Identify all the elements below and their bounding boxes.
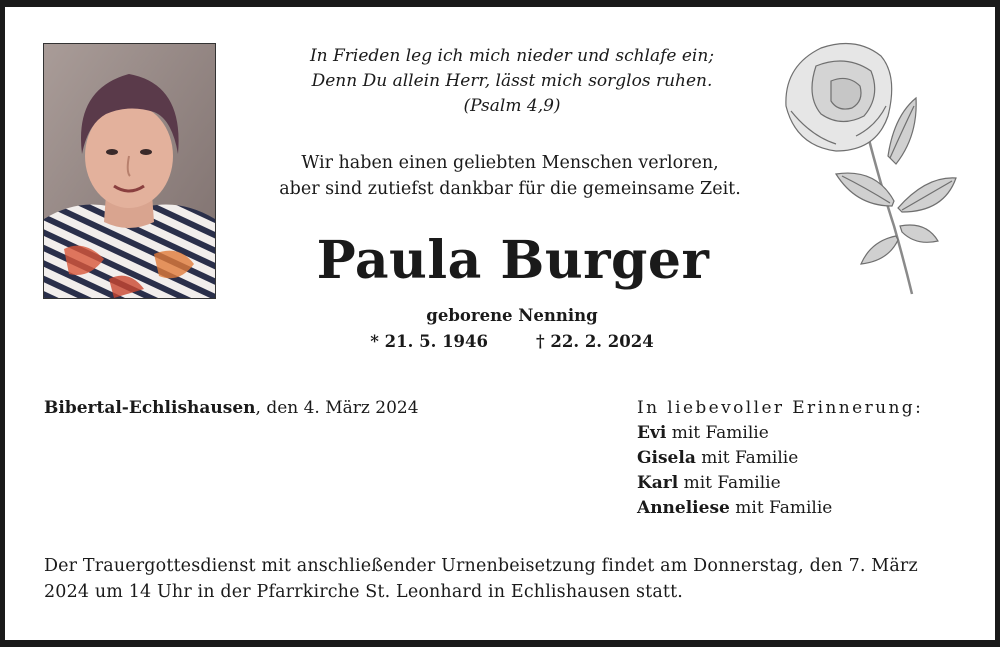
- family-member-name: Anneliese: [637, 498, 730, 518]
- family-member-name: Gisela: [637, 448, 696, 468]
- psalm-verse: [262, 44, 762, 119]
- intro-text: [220, 150, 800, 202]
- intro-line-1: Wir haben einen geliebten Menschen verloren,: [301, 153, 719, 173]
- place-town: Bibertal-Echlishausen: [44, 398, 256, 418]
- family-member: [637, 446, 923, 471]
- family-member-name: Karl: [637, 473, 679, 493]
- birth-name: geborene Nenning: [426, 306, 598, 325]
- rose-icon: [776, 36, 960, 298]
- family-member-suffix: mit Familie: [678, 473, 781, 493]
- life-dates: [262, 331, 762, 353]
- service-info: Der Trauergottesdienst mit anschließender Urnenbeisetzung findet am Donnerstag, den 7. März 2024 um 14 Uhr in der Pfarrkirche St. Leonhard in Echlishausen statt.: [44, 556, 918, 602]
- family-member-name: Evi: [637, 423, 667, 443]
- family-member-suffix: mit Familie: [666, 423, 769, 443]
- family-member-suffix: mit Familie: [729, 498, 833, 518]
- birth-date: * 21. 5. 1946: [370, 332, 488, 351]
- family-member: [637, 471, 923, 496]
- place-date-text: , den 4. März 2024: [255, 398, 419, 418]
- portrait-photo: [43, 43, 216, 299]
- portrait-photo-graphic: [44, 44, 215, 298]
- family-list: [637, 396, 923, 521]
- verse-line-2: Denn Du allein Herr, lässt mich sorglos ruhen.: [311, 71, 713, 91]
- family-member: [637, 421, 923, 446]
- family-member-suffix: mit Familie: [695, 448, 799, 468]
- verse-line-1: In Frieden leg ich mich nieder und schlafe ein;: [309, 46, 715, 66]
- family-heading: In liebevoller Erinnerung:: [637, 398, 924, 418]
- intro-line-2: aber sind zutiefst dankbar für die gemeinsame Zeit.: [279, 179, 741, 199]
- verse-reference: (Psalm 4,9): [463, 96, 561, 116]
- death-date: † 22. 2. 2024: [536, 332, 654, 351]
- deceased-name: Paula Burger: [316, 230, 710, 291]
- place-date: [44, 396, 419, 420]
- family-member: [637, 496, 923, 521]
